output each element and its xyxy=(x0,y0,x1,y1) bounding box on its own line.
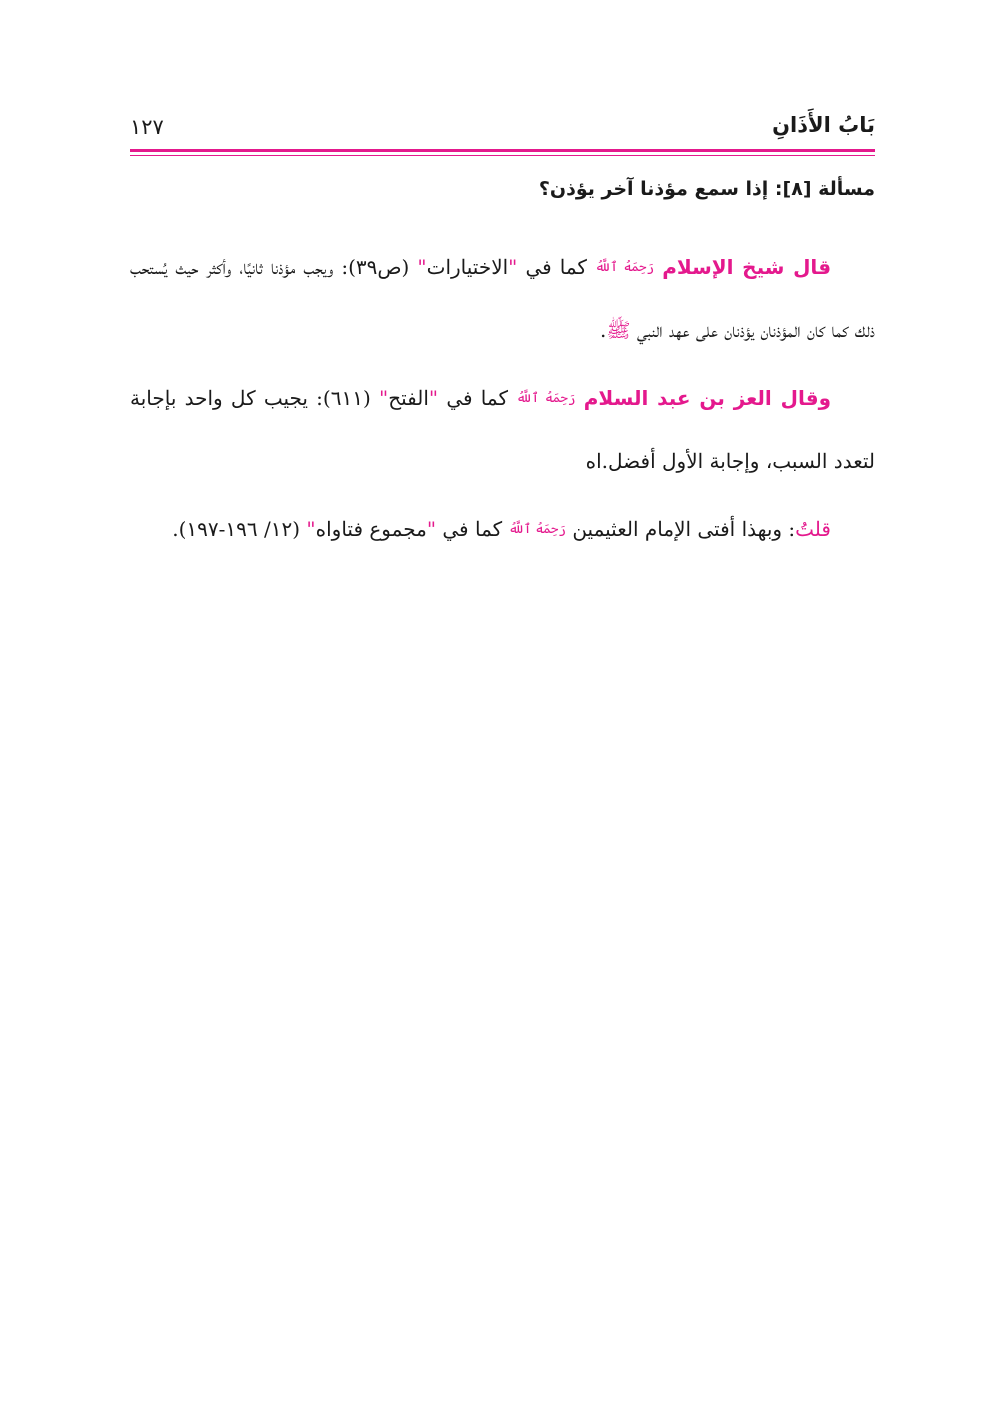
quote-open: " xyxy=(508,255,518,279)
paragraph-text: (٦١١): يجيب كل واحد بإجابة لتعدد السبب، وإجابة الأول أفضل.اه xyxy=(130,386,875,473)
quote-close: " xyxy=(417,255,427,279)
quote-close: " xyxy=(306,517,316,541)
paragraph-text: : وبهذا أفتى الإمام العثيمين xyxy=(565,517,796,541)
source-title: الاختيارات xyxy=(426,255,509,279)
source-title: الفتح xyxy=(388,386,429,410)
page-body xyxy=(130,172,875,567)
quote-close: " xyxy=(379,386,389,410)
page-number: ١٢٧ xyxy=(130,115,164,139)
paragraph-text: (١٢/ ١٩٦-١٩٧). xyxy=(172,517,307,541)
paragraph-text: كما في xyxy=(517,255,595,279)
paragraph-izz-ibn-abd-alsalam xyxy=(130,367,875,492)
paragraph-text: (ص٣٩): ويجب مؤذنا ثانيًا، وأكثر حيث يُستحب ذلك كما كان المؤذنان يؤذنان على عهد النبي xyxy=(130,255,875,342)
source-title: مجموع فتاواه xyxy=(315,517,427,541)
lead-word: قلتُ xyxy=(795,517,831,541)
speaker-name: وقال العز بن عبد السلام xyxy=(583,386,832,410)
quote-open: " xyxy=(428,386,439,410)
honorific-symbol: رَحِمَهُ ٱللَّهُ xyxy=(594,260,655,275)
paragraph-text: . xyxy=(599,318,607,342)
honorific-symbol: رَحِمَهُ ٱللَّهُ xyxy=(516,391,576,406)
page-header xyxy=(130,108,875,148)
paragraph-author-note xyxy=(130,498,875,561)
salutation-symbol: ﷺ xyxy=(606,318,631,342)
issue-label: مسألة [٨]: xyxy=(774,178,875,200)
paragraph-ibn-taymiyyah xyxy=(130,236,875,361)
header-rule-thick xyxy=(130,149,875,152)
quote-open: " xyxy=(426,517,437,541)
paragraph-text: كما في xyxy=(436,517,509,541)
chapter-title: بَابُ الأَذَانِ xyxy=(772,113,875,137)
issue-question: إذا سمع مؤذنا آخر يؤذن؟ xyxy=(538,178,769,200)
speaker-name: قال شيخ الإسلام xyxy=(662,255,832,279)
header-rule-thin xyxy=(130,155,875,156)
paragraph-text: كما في xyxy=(438,386,517,410)
issue-heading xyxy=(130,172,875,206)
honorific-symbol: رَحِمَهُ ٱللَّهُ xyxy=(508,522,566,537)
